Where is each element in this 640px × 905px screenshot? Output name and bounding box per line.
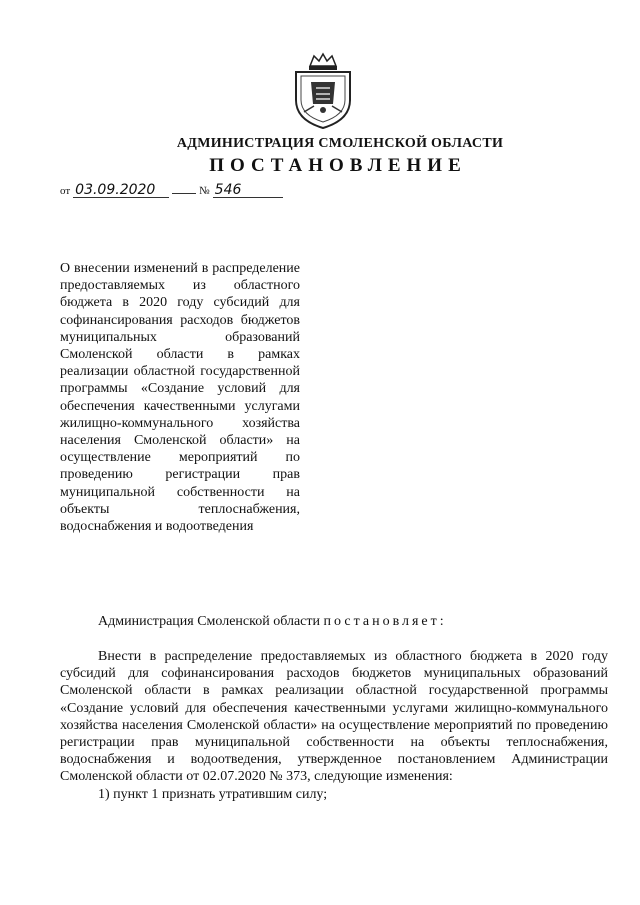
document-subject: О внесении изменений в распределение предоставляемых из областного бюджета в 2020 году субсидий для софинансирования расходов бюджетов муниципальных образований Смоленской области в рамках реализации областной государственной программы «Создание условий для обеспечения качественными услугами жилищно-коммунального хозяйства населения Смоленской области» на осуществление мероприятий по проведению регистрации прав муниципальной собственности на объекты теплоснабжения, водоснабжения и водоотведения: [60, 261, 300, 535]
document-number: 546: [213, 183, 283, 198]
body-paragraph: Внести в распределение предоставляемых из областного бюджета в 2020 году субсидий для софинансирования расходов бюджетов муниципальных образований Смоленской области в рамках реализации областной государственной программы «Создание условий для обеспечения качественными услугами жилищно-коммунального хозяйства населения Смоленской области» на осуществление мероприятий по проведению регистрации прав муниципальной собственности на объекты теплоснабжения, водоснабжения и водоотведения, утвержденное постановлением Администрации Смоленской области от 02.07.2020 № 373, следующие изменения:: [60, 649, 608, 785]
document-type: ПОСТАНОВЛЕНИЕ: [209, 155, 467, 176]
number-label: №: [199, 185, 210, 197]
body-item-1: 1) пункт 1 признать утратившим силу;: [98, 786, 328, 802]
date-number-line: [60, 183, 283, 198]
document-date: 03.09.2020: [73, 183, 169, 198]
decree-verb: постановляет:: [323, 614, 447, 629]
date-from-label: от: [60, 185, 71, 197]
document-body: [60, 648, 608, 803]
coat-of-arms-icon: [292, 52, 354, 130]
organization-title: АДМИНИСТРАЦИЯ СМОЛЕНСКОЙ ОБЛАСТИ: [176, 136, 504, 151]
decree-statement: [98, 614, 447, 630]
decree-prefix: Администрация Смоленской области: [98, 614, 321, 629]
